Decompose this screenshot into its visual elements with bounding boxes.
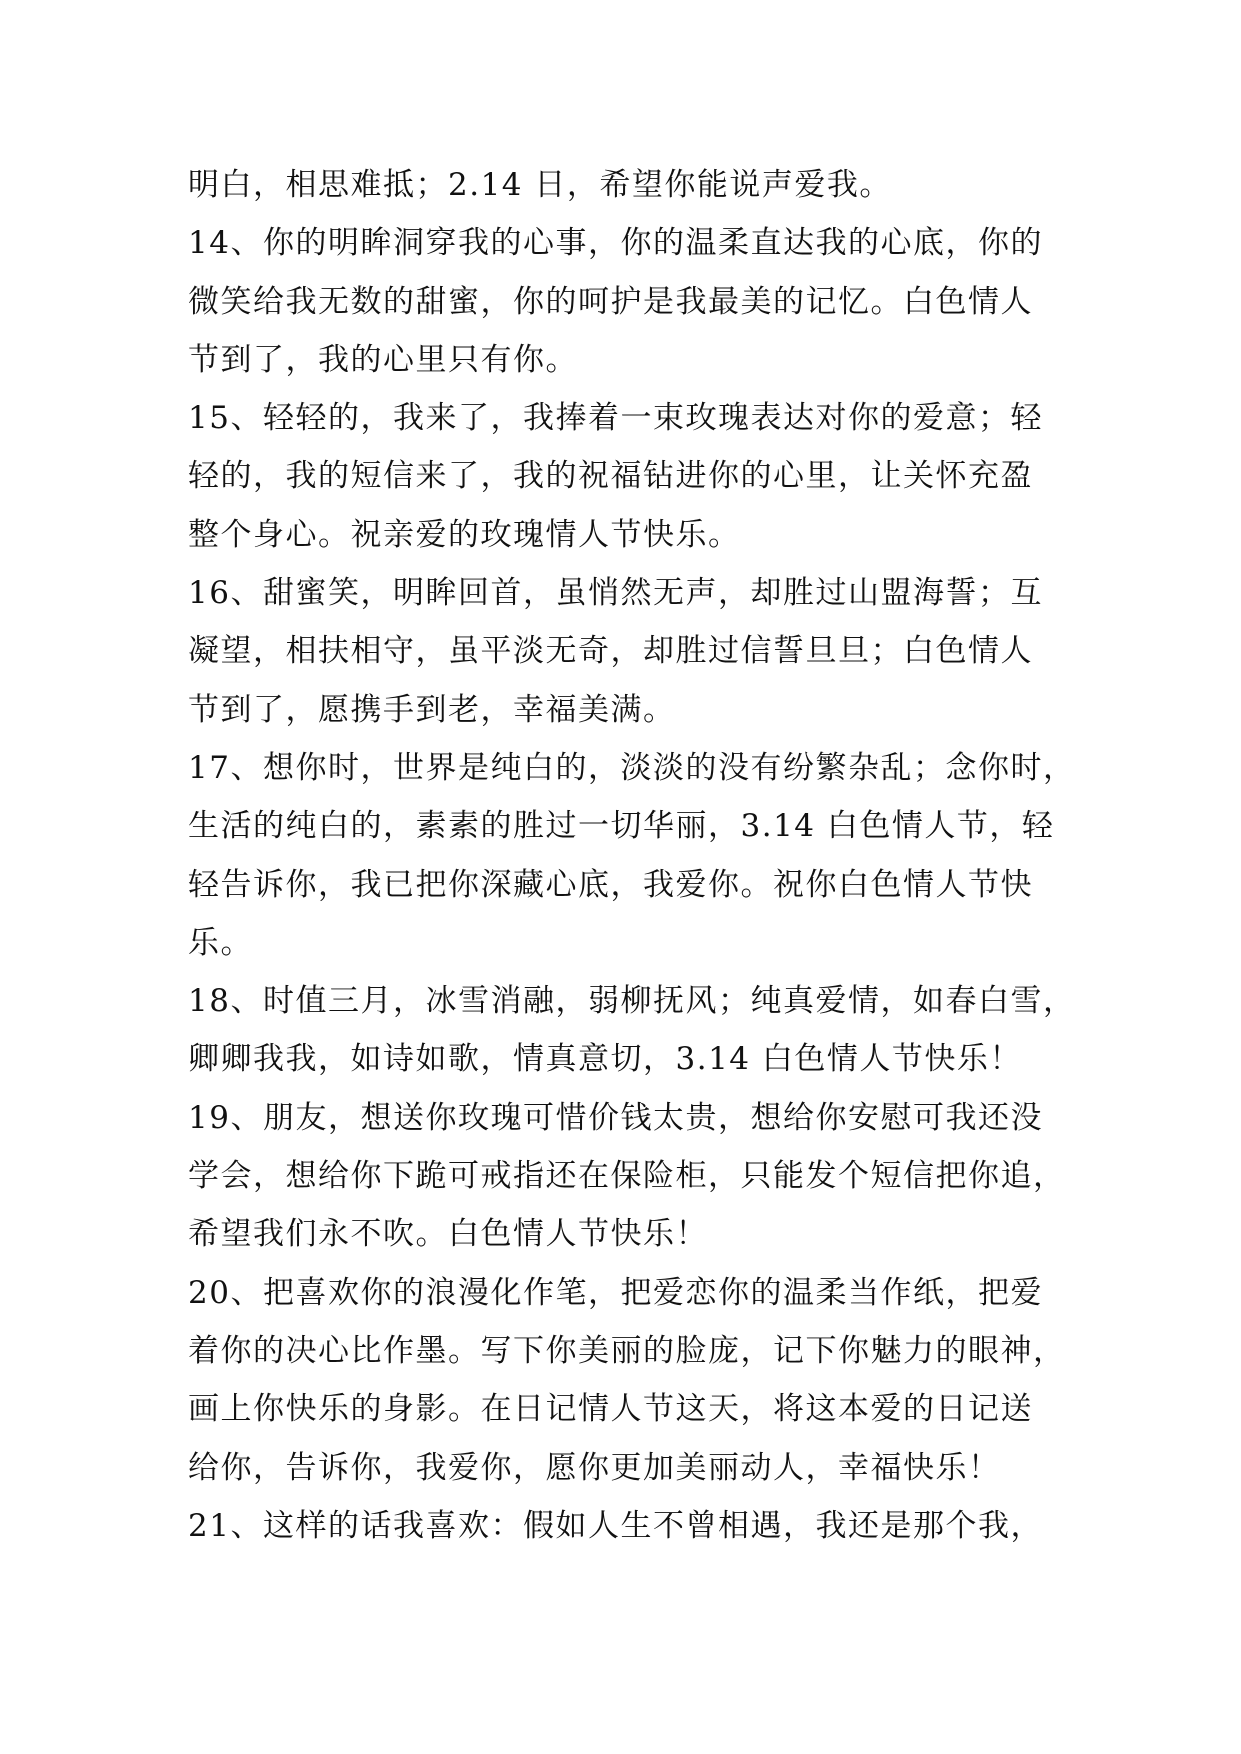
- text-line: 14、你的明眸洞穿我的心事，你的温柔直达我的心底，你的: [188, 225, 1043, 262]
- text-line: 19、朋友，想送你玫瑰可惜价钱太贵，想给你安慰可我还没: [188, 1099, 1043, 1136]
- body-text: [188, 156, 1076, 1555]
- text-line: 着你的决心比作墨。写下你美丽的脸庞，记下你魅力的眼神，: [188, 1332, 1066, 1369]
- text-line: 生活的纯白的，素素的胜过一切华丽，3.14 白色情人节，轻: [188, 808, 1055, 845]
- text-line: 轻告诉你，我已把你深藏心底，我爱你。祝你白色情人节快: [188, 866, 1033, 903]
- text-line: 给你，告诉你，我爱你，愿你更加美丽动人，幸福快乐！: [188, 1449, 1001, 1486]
- text-line: 明白，相思难抵；2.14 日，希望你能说声爱我。: [188, 167, 892, 203]
- text-line: 节到了，我的心里只有你。: [188, 341, 578, 378]
- text-line: 20、把喜欢你的浪漫化作笔，把爱恋你的温柔当作纸，把爱: [188, 1274, 1043, 1311]
- text-line: 卿卿我我，如诗如歌，情真意切，3.14 白色情人节快乐！: [188, 1041, 1022, 1078]
- text-line: 21、这样的话我喜欢：假如人生不曾相遇，我还是那个我，: [188, 1507, 1043, 1544]
- text-line: 整个身心。祝亲爱的玫瑰情人节快乐。: [188, 516, 741, 553]
- text-line: 画上你快乐的身影。在日记情人节这天，将这本爱的日记送: [188, 1391, 1033, 1428]
- text-line: 希望我们永不吹。白色情人节快乐！: [188, 1216, 708, 1253]
- text-line: 节到了，愿携手到老，幸福美满。: [188, 691, 676, 728]
- text-line: 乐。: [188, 924, 253, 961]
- text-line: 18、时值三月，冰雪消融，弱柳抚风；纯真爱情，如春白雪，: [188, 983, 1076, 1020]
- text-line: 轻的，我的短信来了，我的祝福钻进你的心里，让关怀充盈: [188, 458, 1033, 495]
- text-line: 16、甜蜜笑，明眸回首，虽悄然无声，却胜过山盟海誓；互: [188, 575, 1043, 612]
- text-line: 学会，想给你下跪可戒指还在保险柜，只能发个短信把你追，: [188, 1158, 1066, 1195]
- text-line: 微笑给我无数的甜蜜，你的呵护是我最美的记忆。白色情人: [188, 283, 1033, 320]
- text-line: 15、轻轻的，我来了，我捧着一束玫瑰表达对你的爱意；轻: [188, 400, 1043, 437]
- text-line: 17、想你时，世界是纯白的，淡淡的没有纷繁杂乱；念你时，: [188, 749, 1076, 786]
- text-line: 凝望，相扶相守，虽平淡无奇，却胜过信誓旦旦；白色情人: [188, 633, 1033, 670]
